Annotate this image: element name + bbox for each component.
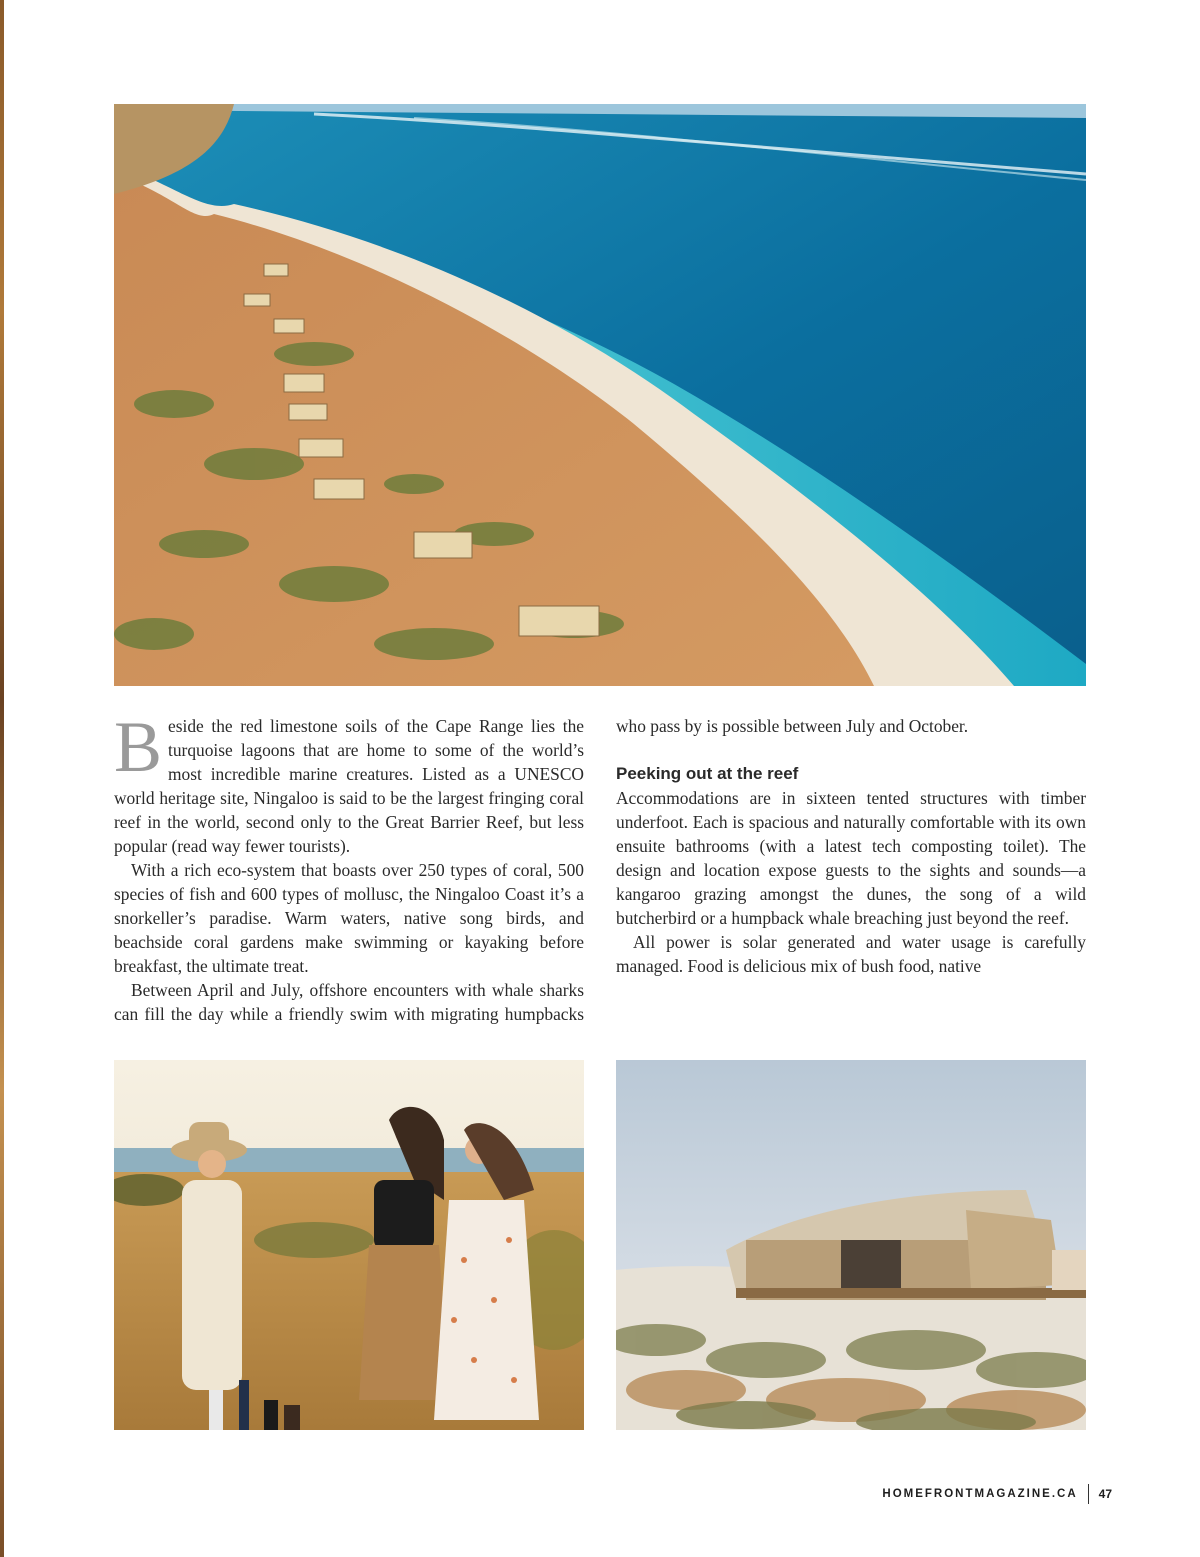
paragraph-ecosystem: With a rich eco-system that boasts over 250 types of coral, 500 species of fish and 600 types of mollusc, the Ningaloo Coast it’s a snorkeller’s paradise. Warm waters, native song birds, and beachside coral gardens make swimming or kayaking before breakfast, the ultimate treat.	[114, 860, 584, 976]
paragraph-seasons: Between April and July, offshore encounters with whale sharks can fill the day while a friendly swim with migrating humpbacks	[114, 980, 584, 1024]
section-subhead: Peeking out at the reef	[616, 764, 799, 783]
women-toasting-photo	[114, 1060, 584, 1430]
page-edge-strip	[0, 0, 4, 1557]
article-column-left	[114, 707, 584, 1026]
paragraph-accommodations: Accommodations are in sixteen tented structures with timber underfoot. Each is spacious and naturally comfortable with its own ensuite bathrooms (with a latest tech composting toilet). The design and location expose guests to the sights and sounds—a kangaroo grazing amongst the dunes, the song of a wild butcherbird or a humpback whale breaching just beyond the reef.	[616, 788, 1086, 928]
page-number: 47	[1098, 1487, 1112, 1501]
footer-divider	[1088, 1484, 1089, 1504]
footer-site-name: HOMEFRONTMAGAZINE.CA	[882, 1488, 1078, 1500]
paragraph-seasons-continued: who pass by is possible between July and October.	[616, 716, 969, 736]
safari-tent-photo	[616, 1060, 1086, 1430]
safari-tent-illustration	[616, 1060, 1086, 1430]
drop-cap: B	[114, 707, 163, 787]
paragraph-intro-text: eside the red limestone soils of the Cape Range lies the turquoise lagoons that are home to some of the world’s most incredible marine creatures. Listed as a UNESCO world heritage site, Ningaloo is said to be the largest fringing coral reef in the world, second only to the Great Barrier Reef, but less popular (read way fewer tourists).	[114, 716, 584, 856]
aerial-coast-illustration	[114, 104, 1086, 686]
aerial-coast-photo	[114, 104, 1086, 686]
paragraph-power-food: All power is solar generated and water usage is carefully managed. Food is delicious mix of bush food, native	[616, 932, 1086, 976]
women-toasting-illustration	[114, 1060, 584, 1430]
article-column-right	[616, 714, 1086, 978]
page-footer	[882, 1484, 1112, 1504]
paragraph-intro	[114, 707, 584, 858]
